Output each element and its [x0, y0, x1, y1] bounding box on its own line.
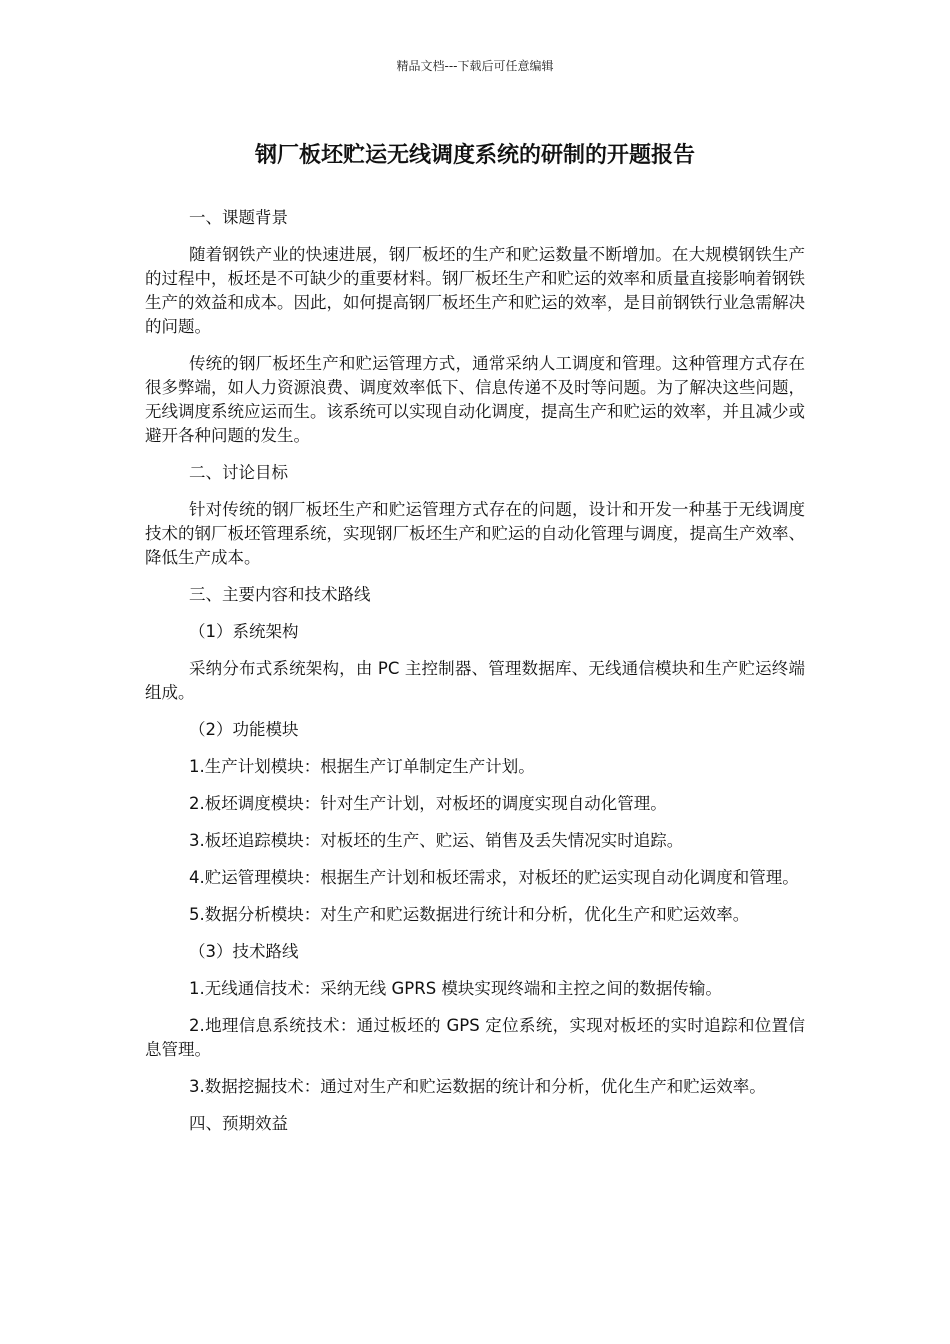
body-paragraph: 5.数据分析模块：对生产和贮运数据进行统计和分析，优化生产和贮运效率。 [189, 905, 750, 924]
section-heading: 一、课题背景 [189, 208, 288, 227]
body-paragraph: 1.生产计划模块：根据生产订单制定生产计划。 [189, 757, 535, 776]
body-paragraph: 针对传统的钢厂板坯生产和贮运管理方式存在的问题，设计和开发一种基于无线调度技术的钢厂板坯管理系统，实现钢厂板坯生产和贮运的自动化管理与调度，提高生产效率、降低生产成本。 [145, 500, 805, 567]
body-paragraph: 3.数据挖掘技术：通过对生产和贮运数据的统计和分析，优化生产和贮运效率。 [189, 1077, 766, 1096]
body-paragraph: 2.地理信息系统技术：通过板坯的 GPS 定位系统，实现对板坯的实时追踪和位置信息管理。 [145, 1016, 805, 1059]
document-title: 钢厂板坯贮运无线调度系统的研制的开题报告 [254, 143, 695, 168]
subsection-heading: （1）系统架构 [189, 622, 299, 641]
body-paragraph: 采纳分布式系统架构，由 PC 主控制器、管理数据库、无线通信模块和生产贮运终端组成。 [145, 659, 805, 702]
section-heading: 二、讨论目标 [189, 463, 288, 482]
body-paragraph: 随着钢铁产业的快速进展，钢厂板坯的生产和贮运数量不断增加。在大规模钢铁生产的过程中，板坯是不可缺少的重要材料。钢厂板坯生产和贮运的效率和质量直接影响着钢铁生产的效益和成本。因此，如何提高钢厂板坯生产和贮运的效率，是目前钢铁行业急需解决的问题。 [145, 245, 805, 336]
header-note: 精品文档---下载后可任意编辑 [396, 59, 554, 73]
body-paragraph: 3.板坯追踪模块：对板坯的生产、贮运、销售及丢失情况实时追踪。 [189, 831, 684, 850]
section-heading: 四、预期效益 [189, 1114, 288, 1133]
subsection-heading: （3）技术路线 [189, 942, 299, 961]
body-paragraph: 4.贮运管理模块：根据生产计划和板坯需求，对板坯的贮运实现自动化调度和管理。 [189, 868, 799, 887]
body-paragraph: 1.无线通信技术：采纳无线 GPRS 模块实现终端和主控之间的数据传输。 [189, 979, 722, 998]
subsection-heading: （2）功能模块 [189, 720, 299, 739]
section-heading: 三、主要内容和技术路线 [189, 585, 371, 604]
document-body [145, 206, 805, 1149]
body-paragraph: 2.板坯调度模块：针对生产计划，对板坯的调度实现自动化管理。 [189, 794, 667, 813]
body-paragraph: 传统的钢厂板坯生产和贮运管理方式，通常采纳人工调度和管理。这种管理方式存在很多弊端，如人力资源浪费、调度效率低下、信息传递不及时等问题。为了解决这些问题，无线调度系统应运而生。该系统可以实现自动化调度，提高生产和贮运的效率，并且减少或避开各种问题的发生。 [145, 354, 805, 445]
